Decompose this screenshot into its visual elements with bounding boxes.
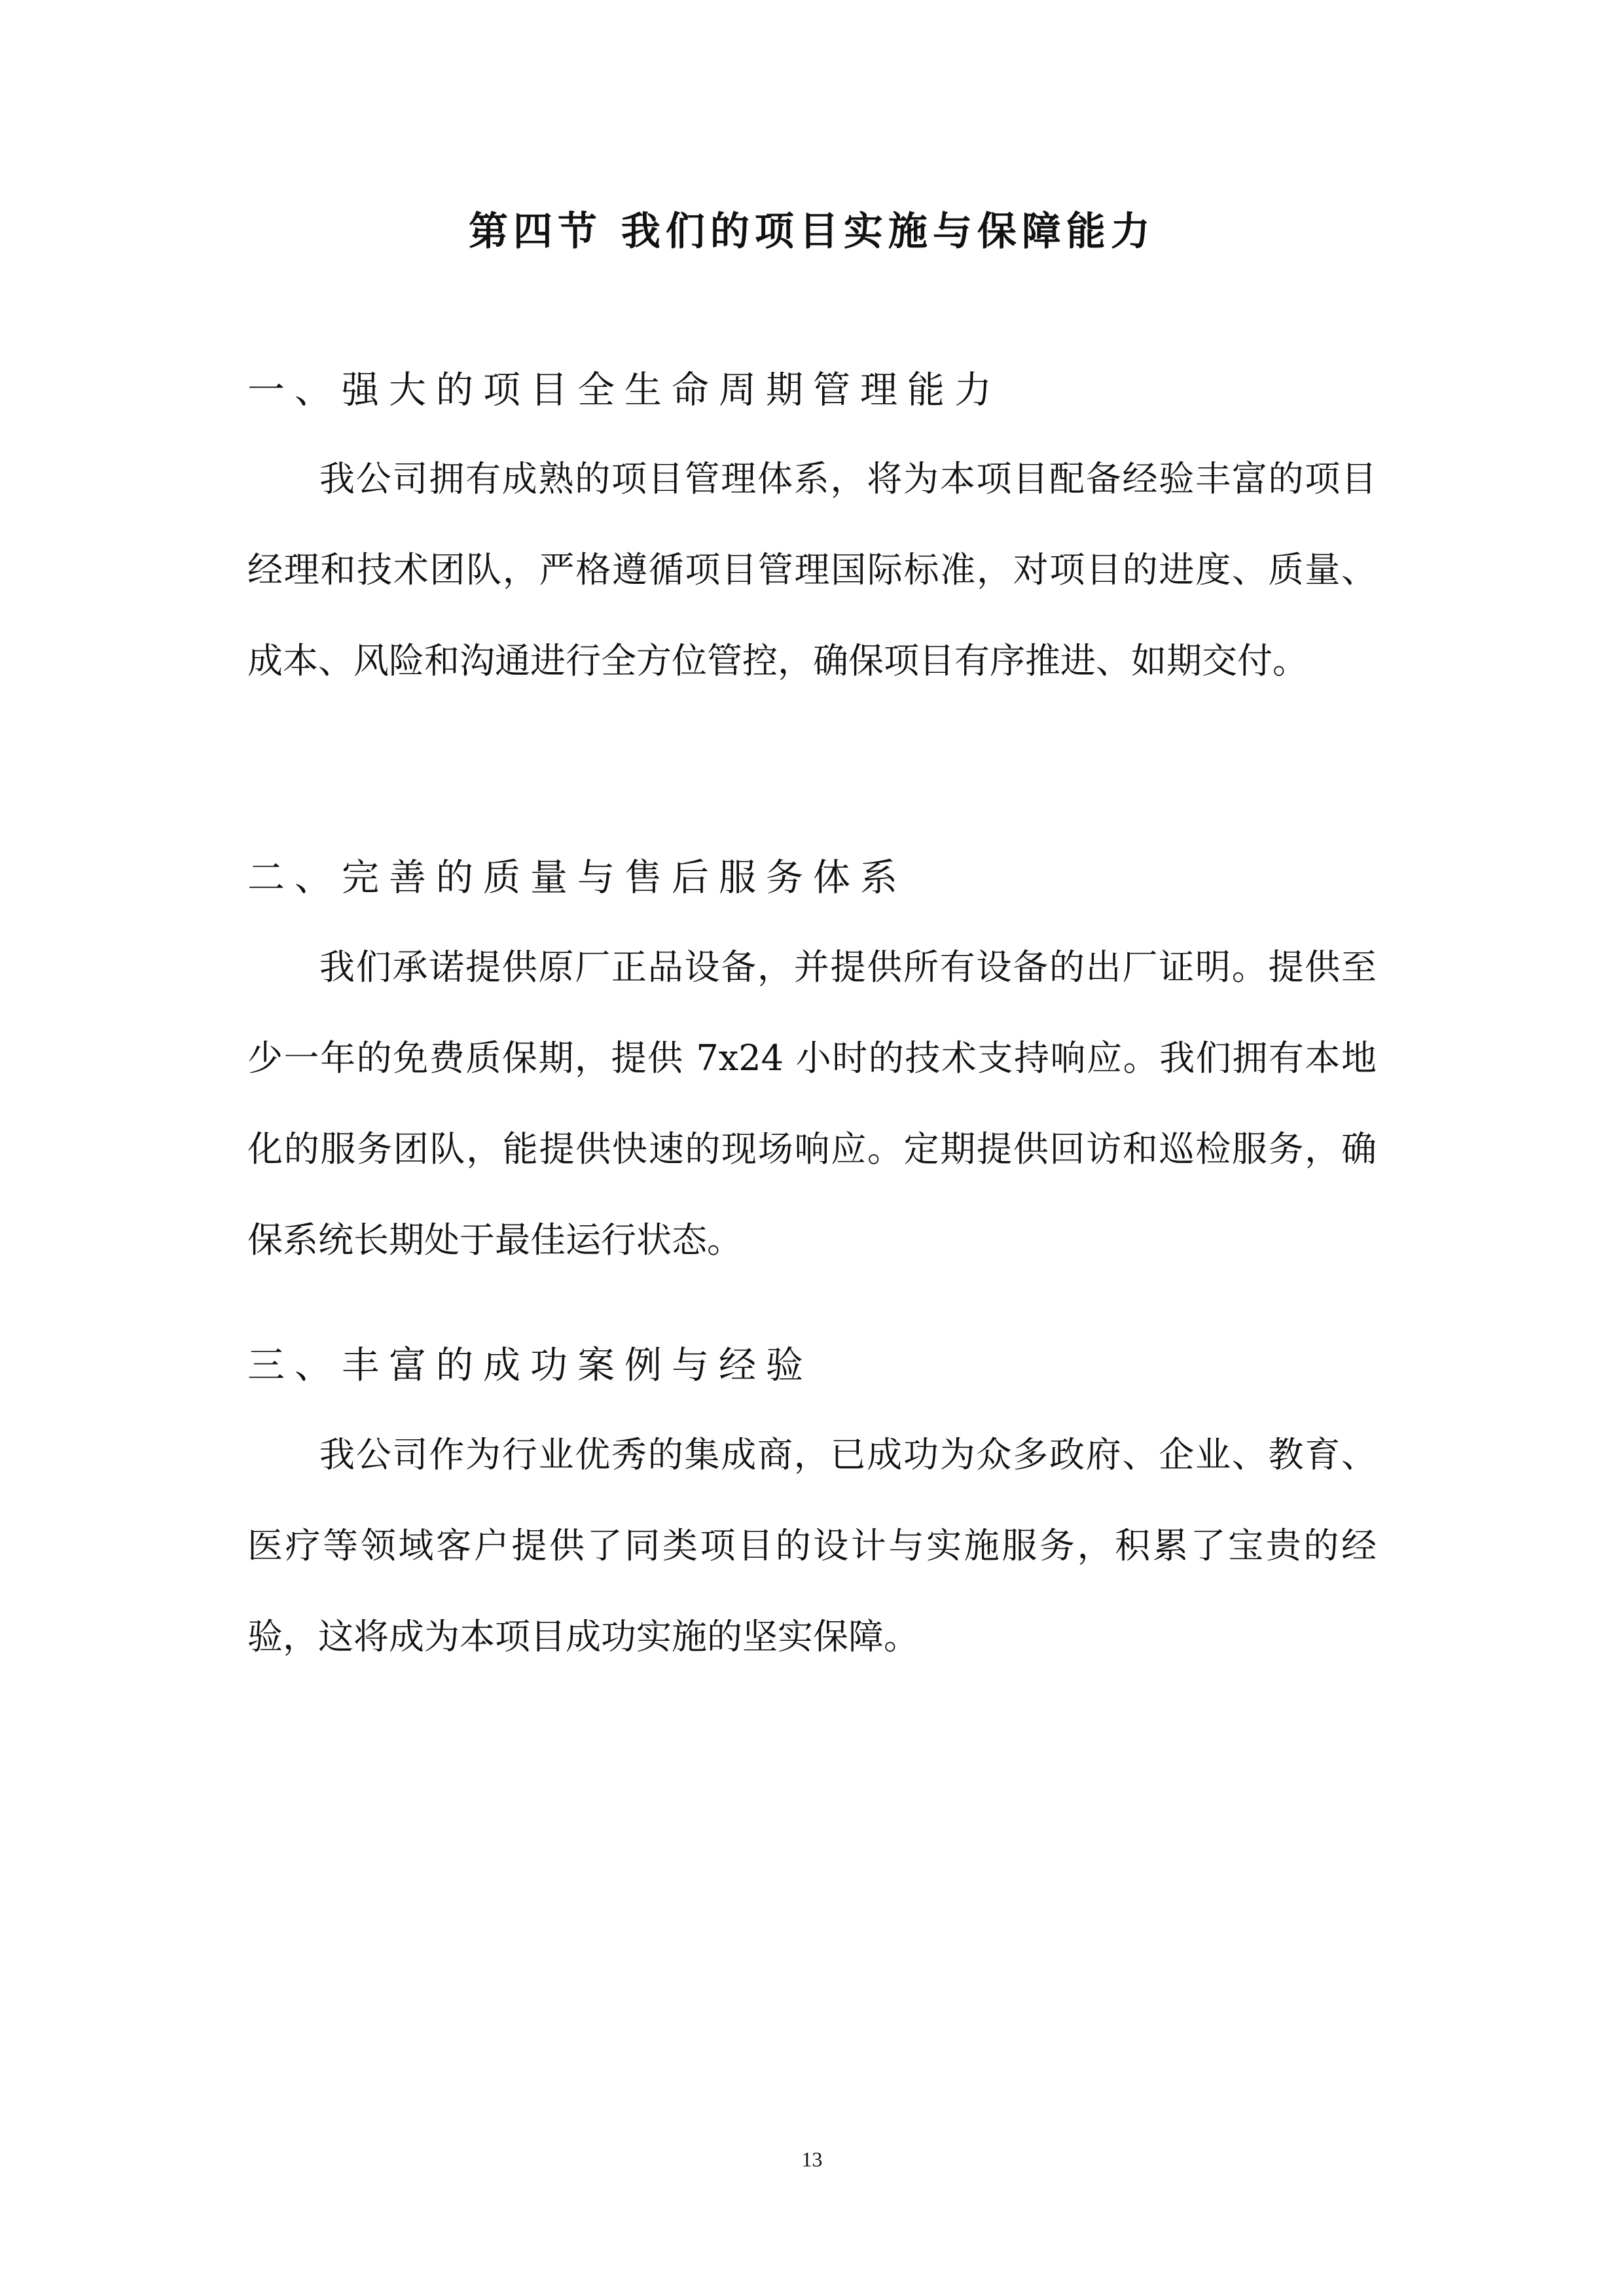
page-title: 第四节 我们的项目实施与保障能力 bbox=[469, 209, 1155, 255]
section-body-1: 我公司拥有成熟的项目管理体系，将为本项目配备经验丰富的项目经理和技术团队，严格遵循项目管理国际标准，对项目的进度、质量、成本、风险和沟通进行全方位管控，确保项目有序推进、如期交付。 bbox=[247, 458, 1377, 681]
section-body-2: 我们承诺提供原厂正品设备，并提供所有设备的出厂证明。提供至少一年的免费质保期，提供 7x24 小时的技术支持响应。我们拥有本地化的服务团队，能提供快速的现场响应。定期提供回访和巡检服务，确保系统长期处于最佳运行状态。 bbox=[247, 946, 1377, 1261]
page-number: 13 bbox=[801, 2147, 823, 2171]
section-heading-2: 二、完善的质量与售后服务体系 bbox=[247, 856, 907, 899]
section-body-3: 我公司作为行业优秀的集成商，已成功为众多政府、企业、教育、医疗等领域客户提供了同类项目的设计与实施服务，积累了宝贵的经验，这将成为本项目成功实施的坚实保障。 bbox=[247, 1434, 1377, 1657]
section-heading-3: 三、丰富的成功案例与经验 bbox=[247, 1344, 813, 1387]
section-heading-1: 一、强大的项目全生命周期管理能力 bbox=[247, 368, 1001, 412]
